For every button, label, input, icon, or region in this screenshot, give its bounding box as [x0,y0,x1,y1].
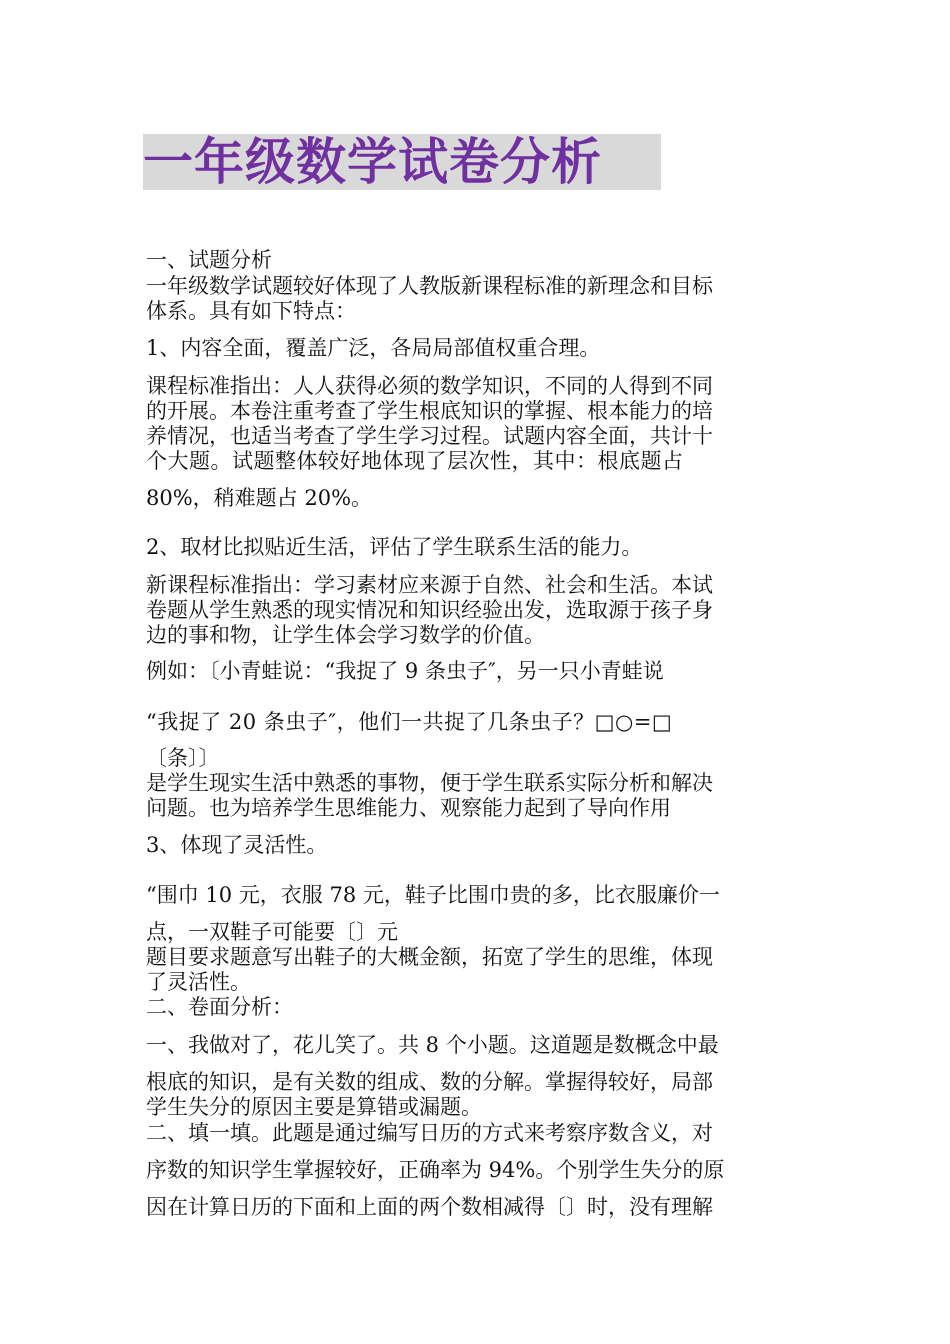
paragraph-line: “我捉了 20 条虫子″，他们一共捉了几条虫子？□○=□ [146,710,673,734]
paragraph-line: 一年级数学试题较好体现了人教版新课程标准的新理念和目标 [146,274,713,298]
paragraph-line: 新课程标准指出：学习素材应来源于自然、社会和生活。本试 [146,573,713,597]
paragraph-line: 题目要求题意写出鞋子的大概金额，拓宽了学生的思维，体现 [146,945,713,969]
paragraph-line: 课程标准指出：人人获得必须的数学知识，不同的人得到不同 [146,374,713,398]
paragraph-line: 〔条〕〕 [146,746,220,770]
paragraph-line: 3、体现了灵活性。 [146,833,328,857]
paragraph-line: 根底的知识，是有关数的组成、数的分解。掌握得较好，局部 [146,1070,713,1094]
paragraph-line: “围巾 10 元，衣服 78 元，鞋子比围巾贵的多，比衣服廉价一 [146,883,720,907]
paragraph-line: 序数的知识学生掌握较好，正确率为 94%。个别学生失分的原 [146,1158,725,1182]
section-heading: 二、卷面分析： [146,995,293,1019]
paragraph-line: 二、填一填。此题是通过编写日历的方式来考察序数含义，对 [146,1121,713,1145]
paragraph-line: 养情况，也适当考查了学生学习过程。试题内容全面，共计十 [146,424,713,448]
paragraph-line: 例如：〔小青蛙说：“我捉了 9 条虫子″，另一只小青蛙说 [146,659,664,683]
paragraph-line: 的开展。本卷注重考查了学生根底知识的掌握、根本能力的培 [146,399,713,423]
paragraph-line: 了灵活性。 [146,970,251,994]
paragraph-line: 边的事和物，让学生体会学习数学的价值。 [146,623,545,647]
paragraph-line: 因在计算日历的下面和上面的两个数相减得〔〕时，没有理解 [146,1195,713,1219]
paragraph-line: 2、取材比拟贴近生活，评估了学生联系生活的能力。 [146,535,643,559]
paragraph-line: 体系。具有如下特点： [146,299,356,323]
paragraph-line: 点，一双鞋子可能要〔〕元 [146,920,398,944]
paragraph-line: 学生失分的原因主要是算错或漏题。 [146,1095,482,1119]
paragraph-line: 1、内容全面，覆盖广泛，各局局部值权重合理。 [146,336,601,360]
paragraph-line: 80%，稍难题占 20%。 [146,486,373,510]
document-title: 一年级数学试卷分析 [143,134,661,190]
paragraph-line: 问题。也为培养学生思维能力、观察能力起到了导向作用 [146,796,671,820]
paragraph-line: 个大题。试题整体较好地体现了层次性，其中：根底题占 [146,449,684,473]
paragraph-line: 是学生现实生活中熟悉的事物，便于学生联系实际分析和解决 [146,771,713,795]
paragraph-line: 卷题从学生熟悉的现实情况和知识经验出发，选取源于孩子身 [146,598,713,622]
paragraph-line: 一、我做对了，花儿笑了。共 8 个小题。这道题是数概念中最 [146,1033,719,1057]
section-heading: 一、试题分析 [146,248,272,272]
